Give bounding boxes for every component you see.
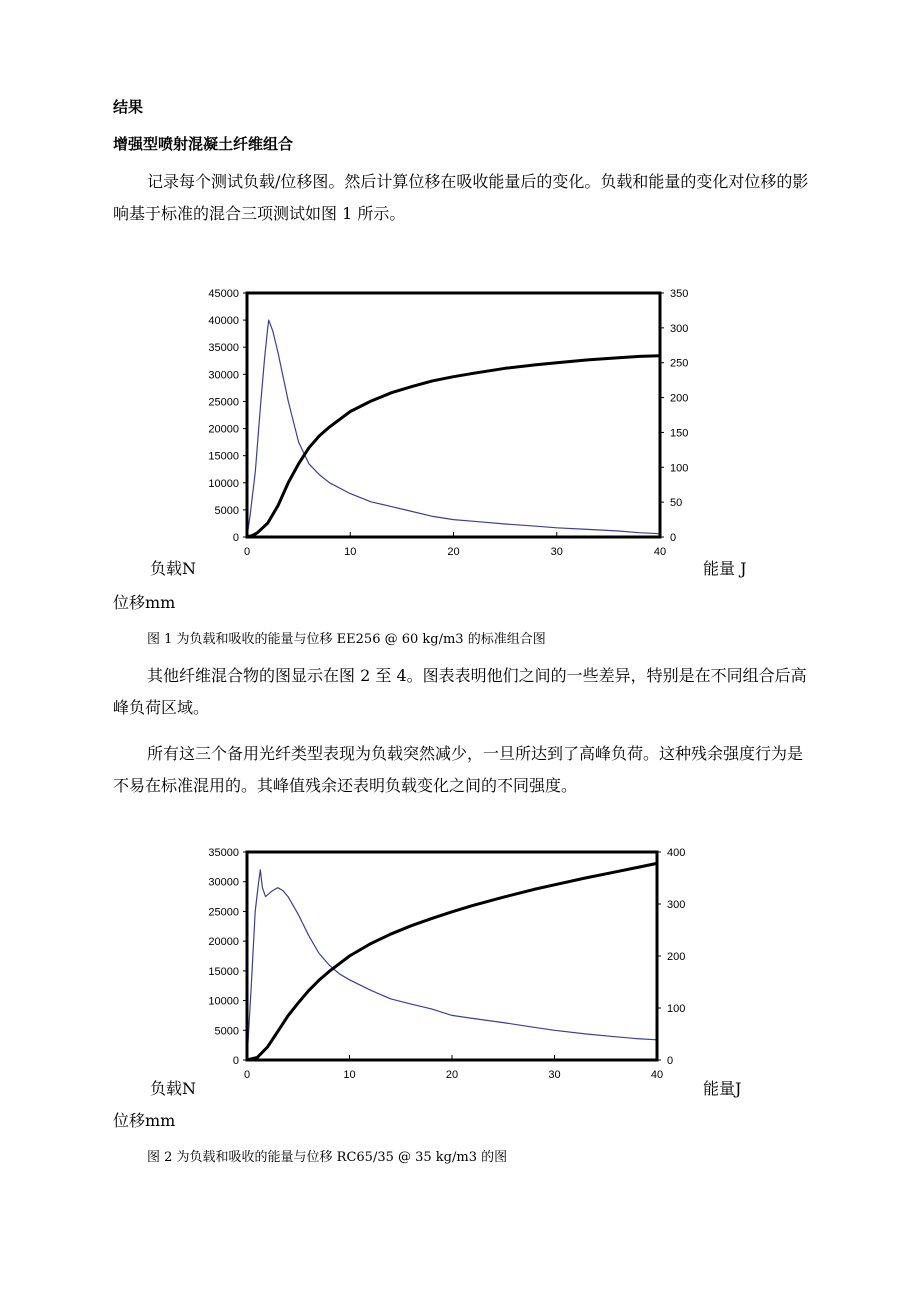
figure-2-x-tick-label: 10	[343, 1069, 356, 1081]
figure-2-y-tick-label: 30000	[208, 876, 239, 889]
figure-2-right-label: 能量J	[703, 1079, 742, 1098]
figure-2-y-tick-label: 25000	[208, 906, 239, 919]
figure-1-x-tick-label: 40	[653, 546, 667, 558]
figure-1-y-tick-label: 5000	[214, 504, 239, 517]
figure-2-x-tick-label: 40	[650, 1069, 664, 1081]
figure-1-y2-tick-label: 0	[670, 532, 677, 544]
figure-1-y2-tick-label: 100	[670, 462, 689, 475]
figure-1-x-tick-label: 10	[344, 546, 357, 558]
figure-2-y-tick-label: 10000	[208, 995, 239, 1008]
figure-1-y-tick-label: 30000	[208, 369, 239, 382]
figure-1-y-tick-label: 35000	[208, 342, 239, 355]
figure-2-series-load-line	[247, 870, 657, 1060]
figure-1-series-load-line	[247, 320, 660, 537]
figure-2-y-tick-label: 20000	[208, 936, 239, 949]
figure-2-plot-frame	[247, 852, 657, 1060]
figure-2-y-tick-label: 0	[232, 1055, 239, 1067]
figure-1-y2-tick-label: 200	[670, 392, 689, 405]
figure-2-y2-tick-label: 200	[667, 951, 686, 963]
figure-1-x-label: 位移mm	[113, 593, 176, 612]
section-subheading: 增强型喷射混凝土纤维组合	[113, 135, 294, 153]
section-heading: 结果	[113, 98, 144, 116]
figure-1-y2-tick-label: 150	[670, 427, 689, 440]
figure-1-y-tick-label: 0	[232, 532, 239, 544]
figure-1-right-label: 能量 J	[703, 559, 747, 578]
figure-1-caption: 图 1 为负载和吸收的能量与位移 EE256 @ 60 kg/m3 的标准组合图	[147, 632, 546, 647]
figure-2-y2-tick-label: 300	[667, 899, 686, 911]
figure-1-left-label: 负载N	[150, 559, 197, 578]
figure-1-y-tick-label: 40000	[208, 315, 239, 328]
figure-1-x-tick-label: 20	[447, 546, 460, 558]
figure-2-y-tick-label: 15000	[208, 965, 239, 978]
figure-1-chart	[180, 280, 700, 570]
figure-2-x-tick-label: 20	[445, 1069, 459, 1081]
figure-1-y2-tick-label: 350	[670, 288, 689, 300]
figure-2-left-label: 负载N	[150, 1079, 197, 1098]
figure-2-y2-tick-label: 0	[667, 1055, 674, 1067]
figure-2-chart	[180, 840, 700, 1090]
figure-1-x-tick-label: 0	[243, 546, 251, 558]
figure-2-caption: 图 2 为负载和吸收的能量与位移 RC65/35 @ 35 kg/m3 的图	[147, 1150, 508, 1165]
figure-1-x-tick-label: 30	[550, 546, 563, 558]
figure-2-y2-tick-label: 400	[667, 847, 686, 859]
figure-1-y2-tick-label: 300	[670, 322, 689, 335]
figure-2-x-tick-label: 30	[548, 1069, 561, 1081]
figure-1-y2-tick-label: 250	[670, 357, 689, 370]
figure-2-x-tick-label: 0	[243, 1069, 251, 1081]
paragraph-1: 记录每个测试负载/位移图。然后计算位移在吸收能量后的变化。负载和能量的变化对位移的影响基于标准的混合三项测试如图 1 所示。	[113, 172, 809, 223]
figure-1-y-tick-label: 15000	[208, 450, 239, 463]
figure-1-series-energy-line	[247, 356, 660, 537]
figure-2-y2-tick-label: 100	[667, 1003, 686, 1015]
figure-1-y-tick-label: 25000	[208, 396, 239, 409]
figure-2-y-tick-label: 35000	[208, 847, 239, 859]
figure-2-series-energy-line	[247, 863, 657, 1060]
figure-1-y-tick-label: 20000	[208, 423, 239, 436]
figure-1-plot-frame	[247, 293, 660, 537]
figure-1-y-tick-label: 45000	[208, 288, 239, 300]
figure-1-y-tick-label: 10000	[208, 477, 239, 490]
paragraph-3: 所有这三个备用光纤类型表现为负载突然减少，一旦所达到了高峰负荷。这种残余强度行为是不易在标准混用的。其峰值残余还表明负载变化之间的不同强度。	[113, 744, 804, 795]
figure-2-x-label: 位移mm	[113, 1111, 176, 1130]
figure-2-y-tick-label: 5000	[214, 1025, 239, 1038]
paragraph-2: 其他纤维混合物的图显示在图 2 至 4。图表表明他们之间的一些差异，特别是在不同组合后高峰负荷区域。	[113, 666, 807, 717]
figure-1-y2-tick-label: 50	[670, 497, 683, 510]
